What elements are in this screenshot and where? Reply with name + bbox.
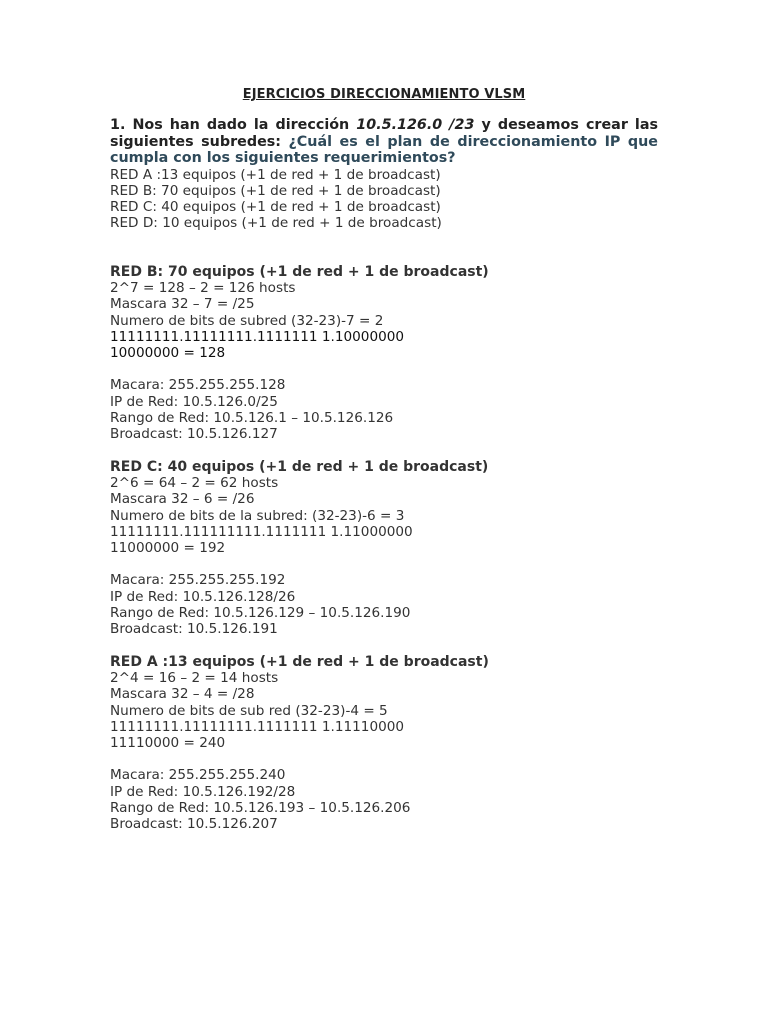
calc-line: Numero de bits de subred (32-23)-7 = 2 [110, 312, 384, 329]
section-heading: RED C: 40 equipos (+1 de red + 1 de broadcast) [110, 458, 489, 475]
calc-line: Mascara 32 – 7 = /25 [110, 296, 255, 313]
result-line: IP de Red: 10.5.126.192/28 [110, 783, 296, 800]
calc-line: Mascara 32 – 6 = /26 [110, 491, 255, 508]
requirement-item: RED D: 10 equipos (+1 de red + 1 de broadcast) [110, 215, 442, 232]
section-red-a [110, 654, 658, 833]
calc-line: Mascara 32 – 4 = /28 [110, 686, 255, 703]
requirements-list [110, 167, 658, 232]
section-red-c [110, 459, 658, 638]
statement-ip: 10.5.126.0 /23 [356, 117, 475, 133]
requirement-item: RED B: 70 equipos (+1 de red + 1 de broadcast) [110, 182, 441, 199]
result-line: Rango de Red: 10.5.126.193 – 10.5.126.206 [110, 800, 411, 816]
result-line: Broadcast: 10.5.126.191 [110, 621, 278, 638]
section-heading: RED A :13 equipos (+1 de red + 1 de broadcast) [110, 653, 489, 670]
result-line: Macara: 255.255.255.192 [110, 572, 286, 589]
result-line: Rango de Red: 10.5.126.129 – 10.5.126.190 [110, 605, 411, 622]
statement-question: ¿Cuál es el plan de direccionamiento IP que cumpla con los siguientes requerimientos? [110, 133, 658, 166]
result-line: IP de Red: 10.5.126.128/26 [110, 588, 296, 605]
requirement-item: RED C: 40 equipos (+1 de red + 1 de broadcast) [110, 199, 441, 216]
calc-line: 2^7 = 128 – 2 = 126 hosts [110, 279, 296, 296]
result-line: Broadcast: 10.5.126.127 [110, 426, 278, 443]
document-title: EJERCICIOS DIRECCIONAMIENTO VLSM [242, 87, 526, 102]
calc-line: 2^4 = 16 – 2 = 14 hosts [110, 669, 279, 686]
binary-line: 11111111.111111111.1111111 1.11000000 [110, 523, 413, 540]
calc-line: Numero de bits de la subred: (32-23)-6 = 3 [110, 507, 405, 524]
binary-line: 11110000 = 240 [110, 735, 226, 752]
section-heading: RED B: 70 equipos (+1 de red + 1 de broadcast) [110, 263, 489, 280]
exercise-statement [110, 117, 658, 167]
result-line: IP de Red: 10.5.126.0/25 [110, 393, 278, 410]
section-red-b [110, 264, 658, 443]
binary-line: 11111111.11111111.1111111 1.11110000 [110, 718, 405, 735]
binary-line: 10000000 = 128 [110, 345, 226, 362]
calc-line: 2^6 = 64 – 2 = 62 hosts [110, 474, 279, 491]
result-line: Rango de Red: 10.5.126.1 – 10.5.126.126 [110, 410, 394, 427]
binary-line: 11111111.11111111.1111111 1.10000000 [110, 328, 405, 345]
calc-line: Numero de bits de sub red (32-23)-4 = 5 [110, 702, 388, 719]
result-line: Broadcast: 10.5.126.207 [110, 816, 278, 833]
result-line: Macara: 255.255.255.128 [110, 377, 286, 394]
result-line: Macara: 255.255.255.240 [110, 767, 286, 784]
binary-line: 11000000 = 192 [110, 540, 226, 557]
requirement-item: RED A :13 equipos (+1 de red + 1 de broadcast) [110, 166, 441, 183]
statement-part-1: 1. Nos han dado la dirección [110, 117, 357, 133]
document-page [110, 86, 658, 833]
statement-part-2: y deseamos crear las siguientes subredes: [110, 117, 658, 150]
